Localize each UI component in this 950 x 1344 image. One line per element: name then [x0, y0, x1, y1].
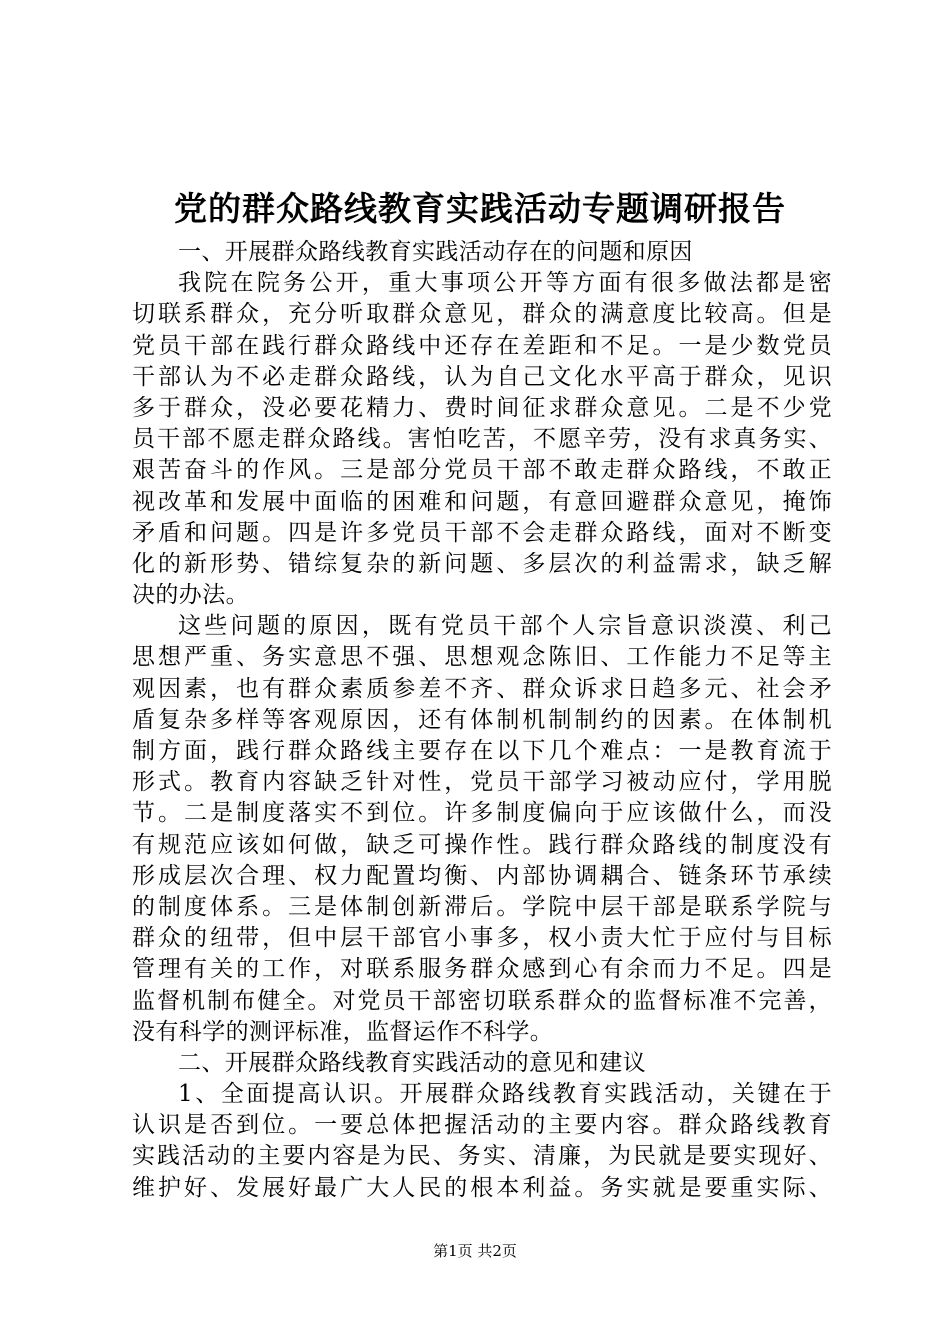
paragraph-line: 认识是否到位。一要总体把握活动的主要内容。群众路线教育 [132, 1112, 832, 1139]
paragraph-line: 观因素，也有群众素质参差不齐、群众诉求日趋多元、社会矛 [132, 675, 832, 702]
paragraph-line: 节。二是制度落实不到位。许多制度偏向于应该做什么，而没 [132, 800, 832, 827]
page-number: 第1页 共2页 [433, 1242, 517, 1260]
paragraph-line: 盾复杂多样等客观原因，还有体制机制制约的因素。在体制机 [132, 706, 832, 733]
section-heading-1: 一、开展群众路线教育实践活动存在的问题和原因 [178, 239, 693, 265]
paragraph-line: 没有科学的测评标准，监督运作不科学。 [132, 1018, 554, 1045]
document-body [132, 237, 832, 1204]
paragraph-line: 视改革和发展中面临的困难和问题，有意回避群众意见，掩饰 [132, 488, 832, 515]
paragraph-line: 群众的纽带，但中层干部官小事多，权小责大忙于应付与目标 [132, 925, 832, 952]
paragraph-line: 思想严重、务实意思不强、思想观念陈旧、工作能力不足等主 [132, 644, 832, 671]
paragraph-line: 这些问题的原因，既有党员干部个人宗旨意识淡漠、利己 [178, 613, 832, 640]
paragraph-line: 员干部不愿走群众路线。害怕吃苦，不愿辛劳，没有求真务实、 [132, 426, 832, 453]
paragraph-line: 多于群众，没必要花精力、费时间征求群众意见。二是不少党 [132, 394, 832, 421]
paragraph-line: 艰苦奋斗的作风。三是部分党员干部不敢走群众路线，不敢正 [132, 457, 832, 484]
paragraph-line: 形式。教育内容缺乏针对性，党员干部学习被动应付，学用脱 [132, 769, 832, 796]
paragraph-line: 维护好、发展好最广大人民的根本利益。务实就是要重实际、 [132, 1174, 832, 1201]
paragraph-line: 有规范应该如何做，缺乏可操作性。践行群众路线的制度没有 [132, 831, 832, 858]
paragraph-line: 实践活动的主要内容是为民、务实、清廉，为民就是要实现好、 [132, 1143, 832, 1170]
section-heading-2: 二、开展群众路线教育实践活动的意见和建议 [178, 1049, 646, 1076]
paragraph-line: 形成层次合理、权力配置均衡、内部协调耦合、链条环节承续 [132, 862, 832, 889]
paragraph-line: 1、全面提高认识。开展群众路线教育实践活动，关键在于 [178, 1081, 832, 1108]
paragraph-line: 制方面，践行群众路线主要存在以下几个难点：一是教育流于 [132, 738, 832, 764]
paragraph-line: 矛盾和问题。四是许多党员干部不会走群众路线，面对不断变 [132, 519, 832, 546]
paragraph-line: 决的办法。 [132, 582, 249, 609]
paragraph-line: 的制度体系。三是体制创新滞后。学院中层干部是联系学院与 [132, 893, 832, 920]
paragraph-line: 管理有关的工作，对联系服务群众感到心有余而力不足。四是 [132, 956, 832, 983]
paragraph-line: 化的新形势、错综复杂的新问题、多层次的利益需求，缺乏解 [132, 550, 832, 577]
document-title: 党的群众路线教育实践活动专题调研报告 [174, 189, 786, 228]
paragraph-line: 切联系群众，充分听取群众意见，群众的满意度比较高。但是 [132, 301, 832, 328]
paragraph-line: 党员干部在践行群众路线中还存在差距和不足。一是少数党员 [132, 332, 832, 359]
paragraph-line: 干部认为不必走群众路线，认为自己文化水平高于群众，见识 [132, 363, 832, 390]
paragraph-line: 监督机制布健全。对党员干部密切联系群众的监督标准不完善， [132, 987, 832, 1014]
paragraph-line: 我院在院务公开，重大事项公开等方面有很多做法都是密 [178, 270, 832, 297]
